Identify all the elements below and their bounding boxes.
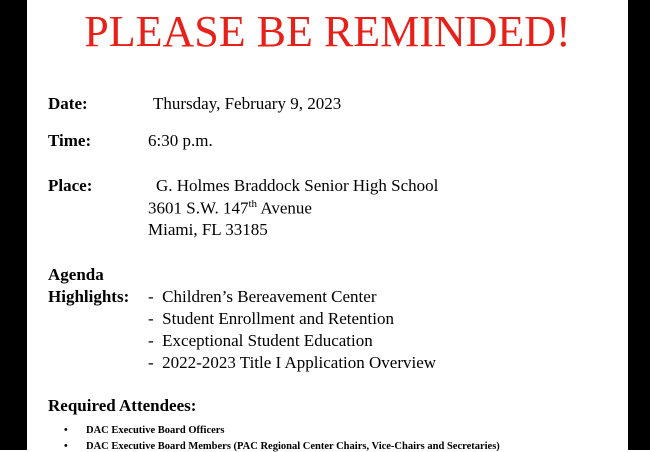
place-line-1: G. Holmes Braddock Senior High School [156, 176, 439, 195]
agenda-item-text: Student Enrollment and Retention [162, 309, 394, 328]
agenda-item: - Children’s Bereavement Center [148, 287, 377, 306]
place-line-2 [148, 198, 312, 219]
agenda-item: - 2022-2023 Title I Application Overview [148, 353, 437, 372]
list-item-text: DAC Executive Board Members (PAC Regional Center Chairs, Vice-Chairs and Secretaries) [86, 441, 500, 452]
right-border [628, 0, 650, 450]
agenda-item: - Exceptional Student Education [148, 331, 373, 350]
bullet-icon: • [64, 441, 68, 452]
agenda-item-text: 2022-2023 Title I Application Overview [162, 353, 437, 372]
bullet-icon: • [64, 425, 68, 436]
agenda-item: - Student Enrollment and Retention [148, 309, 394, 328]
required-heading: Required Attendees: [48, 396, 197, 415]
list-item-text: DAC Executive Board Officers [86, 425, 225, 436]
place-street: 3601 S.W. 147 [148, 198, 249, 218]
agenda-label: Agenda [48, 265, 104, 284]
agenda-item-text: Exceptional Student Education [162, 331, 373, 350]
date-label: Date: [48, 94, 88, 113]
list-item [64, 441, 500, 452]
time-value: 6:30 p.m. [148, 131, 213, 150]
page-title: PLEASE BE REMINDED! [84, 7, 571, 56]
left-border [0, 0, 27, 450]
list-item [64, 425, 225, 436]
date-value: Thursday, February 9, 2023 [153, 94, 342, 113]
place-avenue: Avenue [257, 198, 312, 218]
place-label: Place: [48, 176, 93, 195]
highlights-label: Highlights: [48, 287, 130, 306]
place-line-3: Miami, FL 33185 [148, 220, 268, 239]
place-ordinal: th [248, 198, 258, 210]
time-label: Time: [48, 131, 92, 150]
agenda-item-text: Children’s Bereavement Center [162, 287, 377, 306]
